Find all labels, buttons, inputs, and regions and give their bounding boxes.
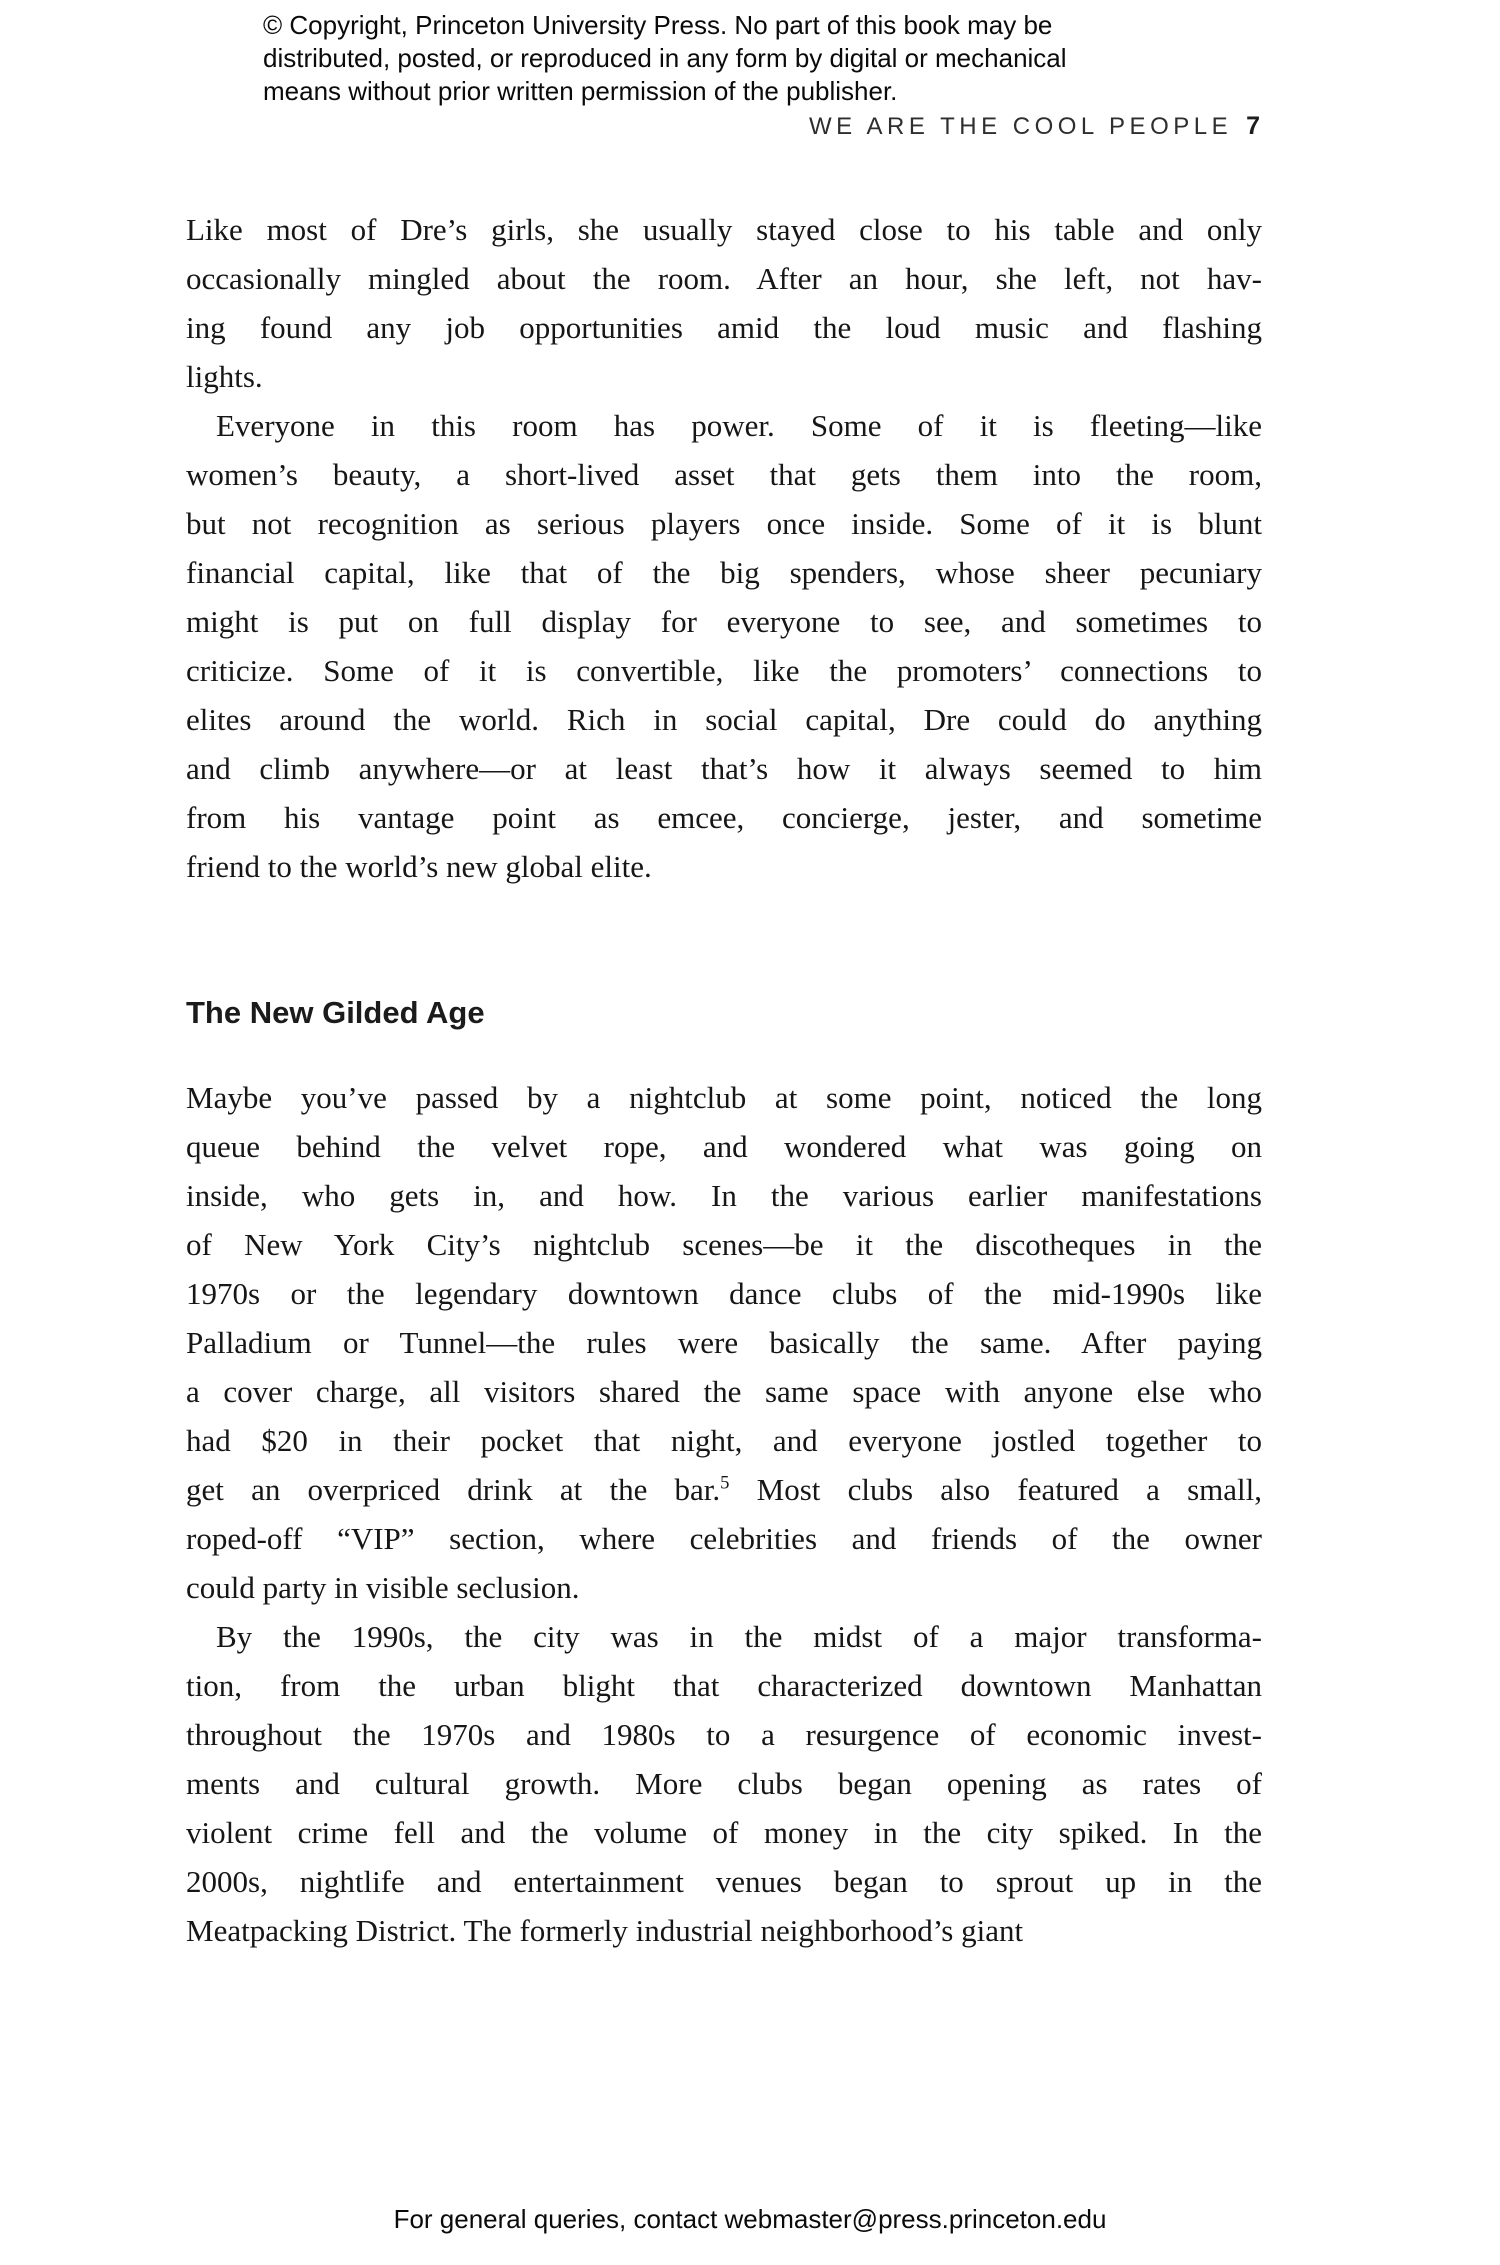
text-line: and climb anywhere—or at least that’s how it always seemed to him	[186, 751, 1262, 786]
text-line: women’s beauty, a short-lived asset that gets them into the room,	[186, 457, 1262, 492]
running-header	[186, 112, 1262, 141]
text-line: Maybe you’ve passed by a nightclub at some point, noticed the long	[186, 1080, 1262, 1115]
copyright-notice	[263, 9, 1067, 108]
text-line: ing found any job opportunities amid the loud music and flashing	[186, 310, 1262, 345]
text-line: throughout the 1970s and 1980s to a resurgence of economic invest-	[186, 1717, 1262, 1752]
footer-contact: For general queries, contact webmaster@press.princeton.edu	[393, 2204, 1107, 2234]
text-line: had $20 in their pocket that night, and everyone jostled together to	[186, 1423, 1262, 1458]
text-line: roped-off “VIP” section, where celebrities and friends of the owner	[186, 1521, 1262, 1556]
paragraph	[186, 205, 1262, 401]
text-line: Everyone in this room has power. Some of it is fleeting—like	[216, 408, 1262, 443]
running-header-title: WE ARE THE COOL PEOPLE	[809, 113, 1233, 140]
paragraph	[186, 401, 1262, 891]
paragraph	[186, 1073, 1262, 1612]
text-line: 2000s, nightlife and entertainment venues began to sprout up in the	[186, 1864, 1262, 1899]
text-line: a cover charge, all visitors shared the same space with anyone else who	[186, 1374, 1262, 1409]
text-line: but not recognition as serious players once inside. Some of it is blunt	[186, 506, 1262, 541]
text-line: criticize. Some of it is convertible, like the promoters’ connections to	[186, 653, 1262, 688]
text-line: elites around the world. Rich in social capital, Dre could do anything	[186, 702, 1262, 737]
text-line: inside, who gets in, and how. In the various earlier manifestations	[186, 1178, 1262, 1213]
text-line: tion, from the urban blight that characterized downtown Manhattan	[186, 1668, 1262, 1703]
text-line: Meatpacking District. The formerly industrial neighborhood’s giant	[186, 1913, 1024, 1948]
text-line: occasionally mingled about the room. After an hour, she left, not hav-	[186, 261, 1262, 296]
text-line: from his vantage point as emcee, concierge, jester, and sometime	[186, 800, 1262, 835]
text-line: queue behind the velvet rope, and wondered what was going on	[186, 1129, 1262, 1164]
text-line: violent crime fell and the volume of money in the city spiked. In the	[186, 1815, 1262, 1850]
text-line: might is put on full display for everyone to see, and sometimes to	[186, 604, 1262, 639]
text-line: By the 1990s, the city was in the midst of a major transforma-	[216, 1619, 1262, 1654]
copyright-line: means without prior written permission of the publisher.	[263, 76, 898, 106]
text-line: lights.	[186, 359, 263, 394]
text-line: friend to the world’s new global elite.	[186, 849, 652, 884]
text-line: of New York City’s nightclub scenes—be it the discotheques in the	[186, 1227, 1262, 1262]
text-line: Like most of Dre’s girls, she usually stayed close to his table and only	[186, 212, 1262, 247]
text-line: 1970s or the legendary downtown dance clubs of the mid-1990s like	[186, 1276, 1262, 1311]
paragraph	[186, 1612, 1262, 1955]
text-line: get an overpriced drink at the bar.$^5$ Most clubs also featured a small,	[186, 1472, 1262, 1507]
section-heading: The New Gilded Age	[186, 995, 485, 1030]
body-content	[186, 205, 1262, 1955]
text-line: financial capital, like that of the big spenders, whose sheer pecuniary	[186, 555, 1262, 590]
copyright-line: © Copyright, Princeton University Press. No part of this book may be	[263, 10, 1053, 40]
footnote-marker: 5	[720, 1472, 730, 1494]
text-line: Palladium or Tunnel—the rules were basically the same. After paying	[186, 1325, 1262, 1360]
copyright-line: distributed, posted, or reproduced in any form by digital or mechanical	[263, 43, 1067, 73]
page-number: 7	[1246, 112, 1262, 140]
text-line: ments and cultural growth. More clubs began opening as rates of	[186, 1766, 1262, 1801]
text-line: could party in visible seclusion.	[186, 1570, 580, 1605]
